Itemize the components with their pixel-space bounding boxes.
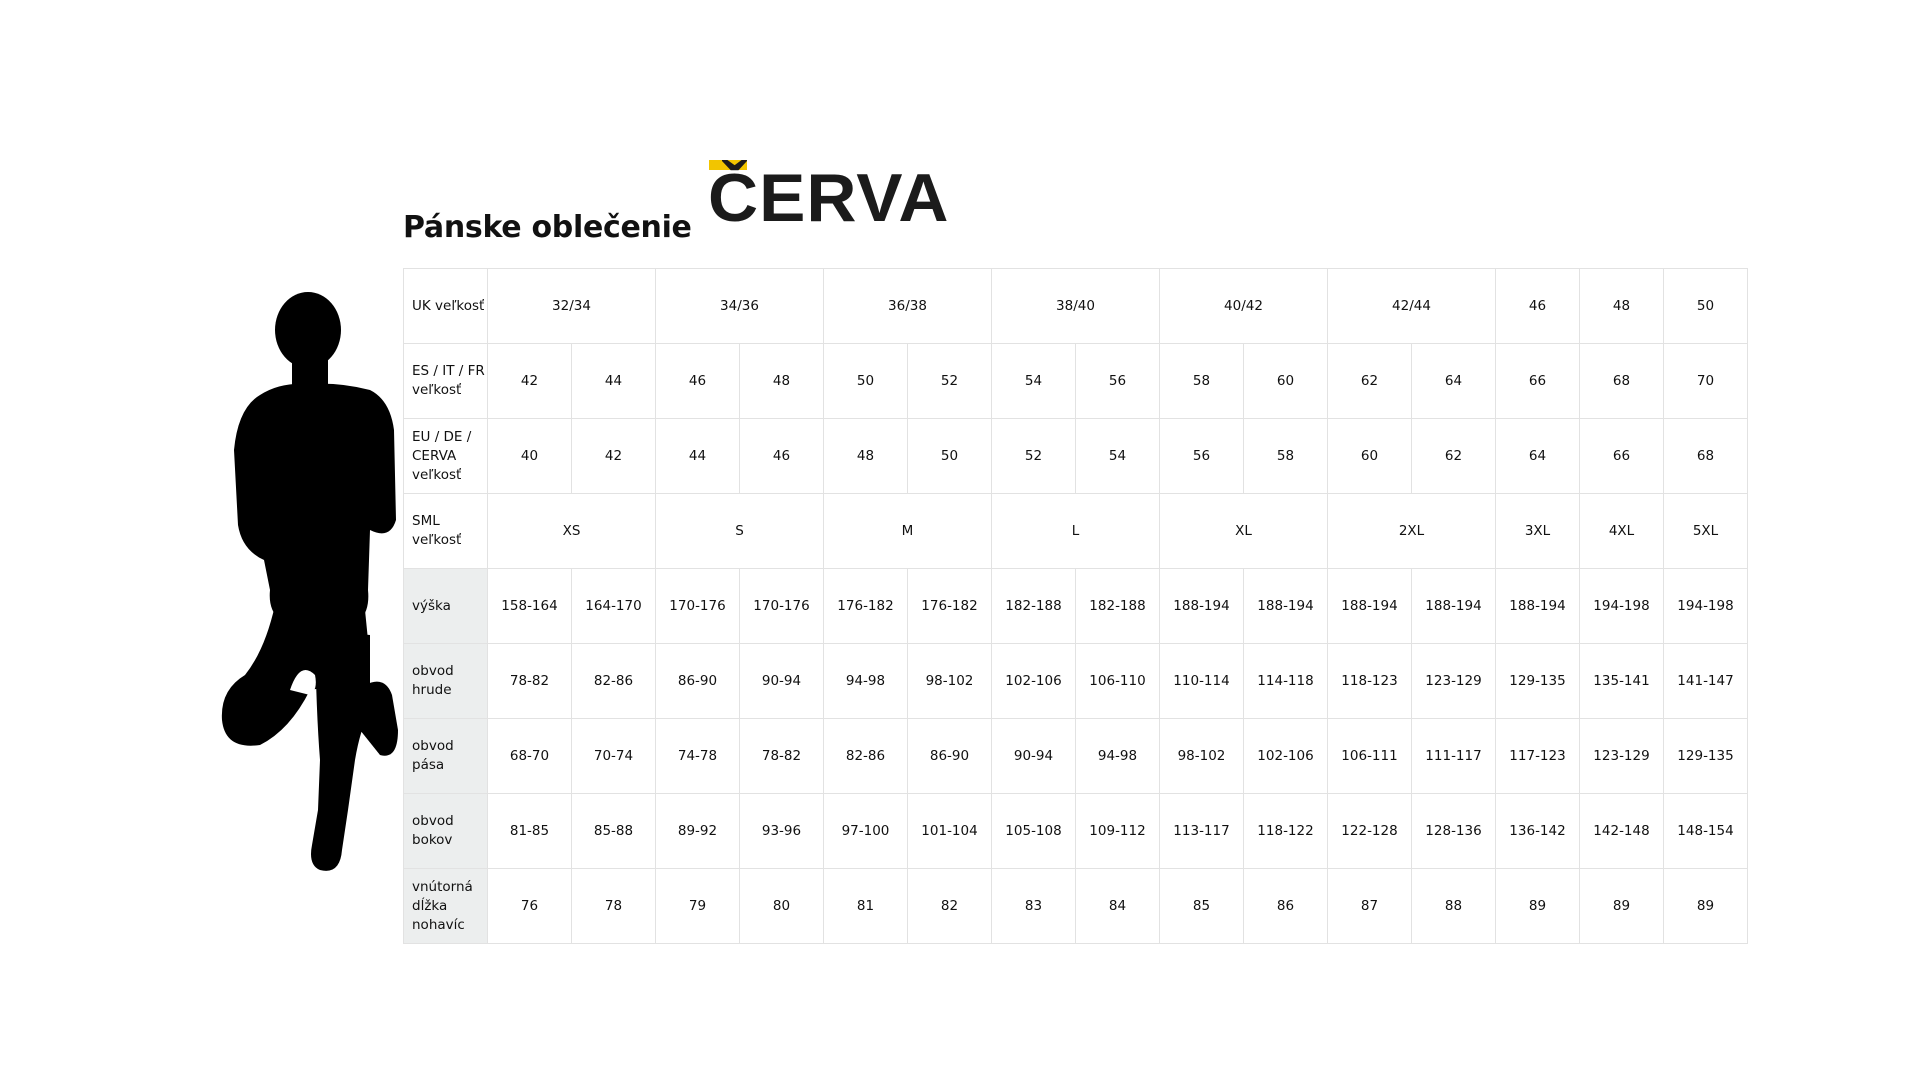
table-cell: 122-128 — [1328, 794, 1412, 869]
row-label: vnútorná dĺžka nohavíc — [404, 869, 488, 944]
table-cell: S — [656, 494, 824, 569]
table-cell: 44 — [572, 344, 656, 419]
table-cell: 64 — [1496, 419, 1580, 494]
table-cell: 188-194 — [1412, 569, 1496, 644]
table-cell: 164-170 — [572, 569, 656, 644]
size-chart-table — [403, 268, 1748, 944]
table-cell: 68 — [1664, 419, 1748, 494]
table-cell: 78-82 — [488, 644, 572, 719]
table-cell: 5XL — [1664, 494, 1748, 569]
table-cell: 188-194 — [1160, 569, 1244, 644]
table-cell: 188-194 — [1496, 569, 1580, 644]
table-cell: 188-194 — [1244, 569, 1328, 644]
table-cell: 176-182 — [908, 569, 992, 644]
table-row — [404, 269, 1748, 344]
table-cell: 194-198 — [1580, 569, 1664, 644]
man-silhouette-icon — [220, 290, 410, 875]
table-row — [404, 719, 1748, 794]
table-cell: 80 — [740, 869, 824, 944]
table-cell: 129-135 — [1496, 644, 1580, 719]
table-row — [404, 794, 1748, 869]
table-cell: 117-123 — [1496, 719, 1580, 794]
table-cell: 141-147 — [1664, 644, 1748, 719]
table-cell: 54 — [992, 344, 1076, 419]
table-cell: 86 — [1244, 869, 1328, 944]
row-label: obvod hrude — [404, 644, 488, 719]
table-cell: 170-176 — [740, 569, 824, 644]
table-cell: 90-94 — [992, 719, 1076, 794]
table-cell: XS — [488, 494, 656, 569]
table-cell: 93-96 — [740, 794, 824, 869]
table-cell: 118-123 — [1328, 644, 1412, 719]
table-cell: XL — [1160, 494, 1328, 569]
table-row — [404, 419, 1748, 494]
table-cell: 38/40 — [992, 269, 1160, 344]
table-cell: 81-85 — [488, 794, 572, 869]
table-row — [404, 494, 1748, 569]
table-cell: 89 — [1664, 869, 1748, 944]
table-cell: 123-129 — [1580, 719, 1664, 794]
table-cell: 76 — [488, 869, 572, 944]
table-cell: 86-90 — [656, 644, 740, 719]
table-cell: 101-104 — [908, 794, 992, 869]
table-cell: 78 — [572, 869, 656, 944]
table-cell: 182-188 — [1076, 569, 1160, 644]
table-cell: 48 — [740, 344, 824, 419]
table-cell: 182-188 — [992, 569, 1076, 644]
table-cell: 142-148 — [1580, 794, 1664, 869]
table-cell: 113-117 — [1160, 794, 1244, 869]
table-cell: 94-98 — [824, 644, 908, 719]
page-title: Pánske oblečenie — [403, 210, 692, 245]
table-cell: 60 — [1328, 419, 1412, 494]
table-row — [404, 869, 1748, 944]
table-cell: 60 — [1244, 344, 1328, 419]
table-cell: 68-70 — [488, 719, 572, 794]
table-cell: 56 — [1076, 344, 1160, 419]
table-cell: 88 — [1412, 869, 1496, 944]
table-cell: 50 — [1664, 269, 1748, 344]
table-cell: 66 — [1496, 344, 1580, 419]
table-cell: 90-94 — [740, 644, 824, 719]
table-cell: 98-102 — [908, 644, 992, 719]
table-cell: 42/44 — [1328, 269, 1496, 344]
table-cell: 128-136 — [1412, 794, 1496, 869]
table-cell: 48 — [824, 419, 908, 494]
table-cell: 85 — [1160, 869, 1244, 944]
row-label: ES / IT / FR veľkosť — [404, 344, 488, 419]
table-cell: 52 — [992, 419, 1076, 494]
table-cell: 110-114 — [1160, 644, 1244, 719]
table-cell: 46 — [656, 344, 740, 419]
table-cell: 62 — [1412, 419, 1496, 494]
table-cell: 82-86 — [824, 719, 908, 794]
table-cell: 58 — [1244, 419, 1328, 494]
row-label: SML veľkosť — [404, 494, 488, 569]
table-cell: 46 — [740, 419, 824, 494]
table-cell: 111-117 — [1412, 719, 1496, 794]
table-cell: 89 — [1496, 869, 1580, 944]
table-cell: 82 — [908, 869, 992, 944]
table-cell: 36/38 — [824, 269, 992, 344]
table-cell: 109-112 — [1076, 794, 1160, 869]
table-cell: 85-88 — [572, 794, 656, 869]
table-cell: 170-176 — [656, 569, 740, 644]
table-cell: 102-106 — [1244, 719, 1328, 794]
table-cell: 66 — [1580, 419, 1664, 494]
table-cell: 34/36 — [656, 269, 824, 344]
table-cell: 97-100 — [824, 794, 908, 869]
table-cell: 70 — [1664, 344, 1748, 419]
table-cell: 32/34 — [488, 269, 656, 344]
table-cell: 50 — [824, 344, 908, 419]
table-cell: 123-129 — [1412, 644, 1496, 719]
table-cell: 114-118 — [1244, 644, 1328, 719]
table-cell: 83 — [992, 869, 1076, 944]
table-cell: 86-90 — [908, 719, 992, 794]
table-cell: 46 — [1496, 269, 1580, 344]
table-cell: 84 — [1076, 869, 1160, 944]
table-cell: 79 — [656, 869, 740, 944]
table-cell: 135-141 — [1580, 644, 1664, 719]
table-row — [404, 344, 1748, 419]
table-cell: 98-102 — [1160, 719, 1244, 794]
cerva-logo — [708, 160, 950, 236]
row-label: obvod pása — [404, 719, 488, 794]
table-cell: 58 — [1160, 344, 1244, 419]
table-cell: 136-142 — [1496, 794, 1580, 869]
table-cell: 44 — [656, 419, 740, 494]
table-cell: 87 — [1328, 869, 1412, 944]
table-cell: 52 — [908, 344, 992, 419]
table-cell: 129-135 — [1664, 719, 1748, 794]
table-cell: 4XL — [1580, 494, 1664, 569]
table-cell: 42 — [488, 344, 572, 419]
table-cell: 148-154 — [1664, 794, 1748, 869]
logo-wordmark: ČERVA — [708, 160, 950, 236]
table-cell: 56 — [1160, 419, 1244, 494]
table-cell: 106-111 — [1328, 719, 1412, 794]
row-label: EU / DE / CERVA veľkosť — [404, 419, 488, 494]
table-cell: 74-78 — [656, 719, 740, 794]
table-cell: 62 — [1328, 344, 1412, 419]
table-cell: 68 — [1580, 344, 1664, 419]
table-row — [404, 569, 1748, 644]
table-cell: 42 — [572, 419, 656, 494]
table-cell: 194-198 — [1664, 569, 1748, 644]
table-cell: 102-106 — [992, 644, 1076, 719]
table-cell: M — [824, 494, 992, 569]
table-cell: 89 — [1580, 869, 1664, 944]
table-cell: 188-194 — [1328, 569, 1412, 644]
table-cell: 50 — [908, 419, 992, 494]
table-cell: 78-82 — [740, 719, 824, 794]
table-cell: 94-98 — [1076, 719, 1160, 794]
row-label: obvod bokov — [404, 794, 488, 869]
table-cell: 40 — [488, 419, 572, 494]
table-cell: 54 — [1076, 419, 1160, 494]
table-cell: L — [992, 494, 1160, 569]
table-cell: 89-92 — [656, 794, 740, 869]
table-row — [404, 644, 1748, 719]
table-cell: 2XL — [1328, 494, 1496, 569]
row-label: UK veľkosť — [404, 269, 488, 344]
row-label: výška — [404, 569, 488, 644]
table-cell: 118-122 — [1244, 794, 1328, 869]
table-cell: 48 — [1580, 269, 1664, 344]
table-cell: 81 — [824, 869, 908, 944]
table-cell: 64 — [1412, 344, 1496, 419]
table-cell: 82-86 — [572, 644, 656, 719]
table-cell: 40/42 — [1160, 269, 1328, 344]
table-cell: 158-164 — [488, 569, 572, 644]
table-cell: 70-74 — [572, 719, 656, 794]
table-cell: 176-182 — [824, 569, 908, 644]
table-cell: 106-110 — [1076, 644, 1160, 719]
table-cell: 3XL — [1496, 494, 1580, 569]
table-cell: 105-108 — [992, 794, 1076, 869]
